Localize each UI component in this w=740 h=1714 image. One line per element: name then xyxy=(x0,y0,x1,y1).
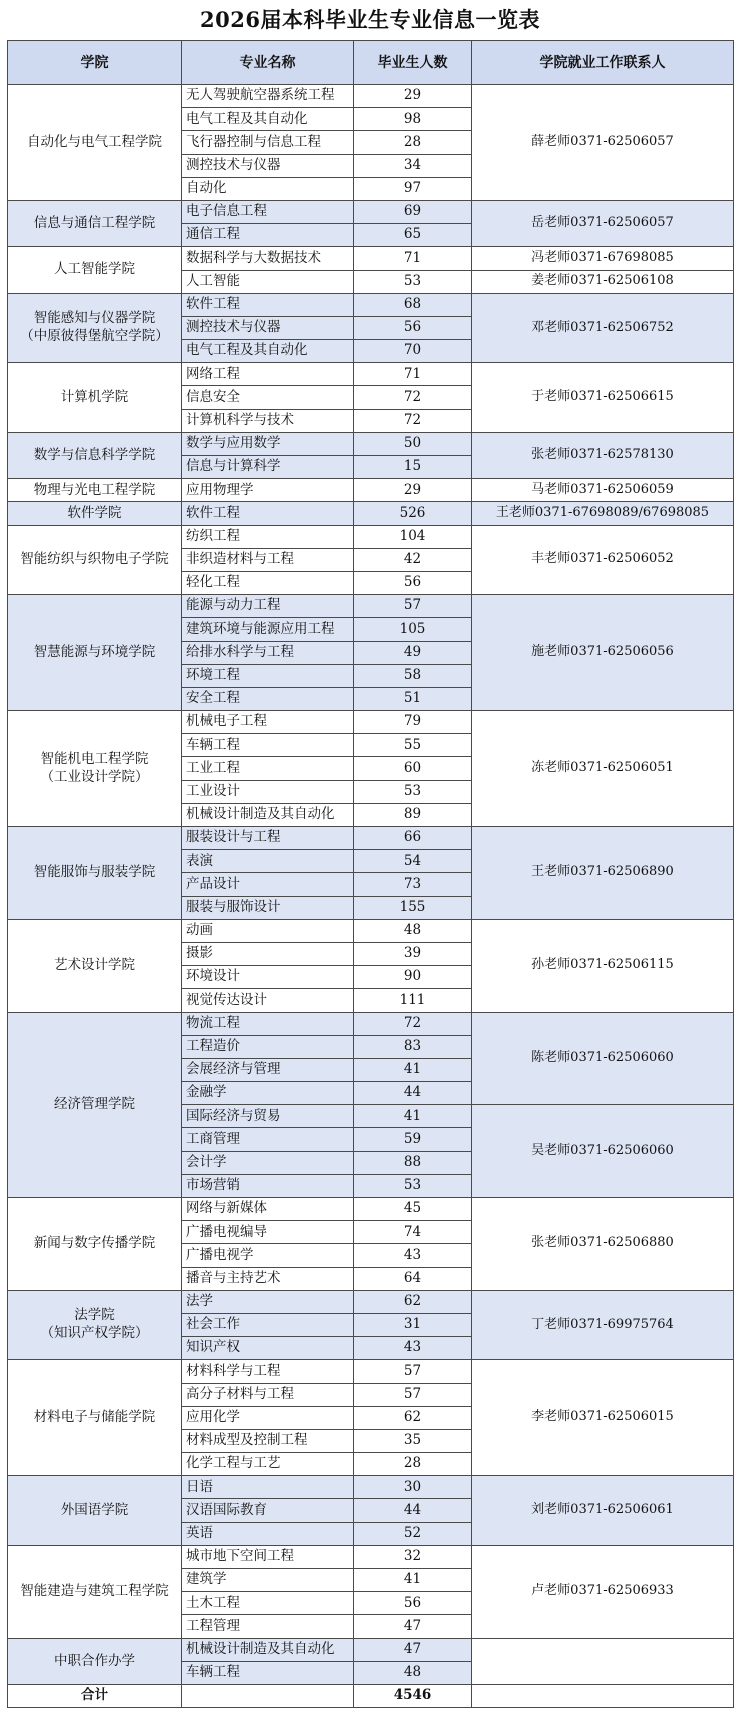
major-name-cell: 服装设计与工程 xyxy=(182,827,354,850)
major-name-cell: 环境工程 xyxy=(182,664,354,687)
graduate-count-cell: 45 xyxy=(354,1198,472,1221)
major-name-cell: 表演 xyxy=(182,850,354,873)
table-row xyxy=(8,1638,734,1661)
graduate-count-cell: 74 xyxy=(354,1221,472,1244)
major-name-cell: 数学与应用数学 xyxy=(182,432,354,455)
college-name-cell: 外国语学院 xyxy=(8,1476,182,1546)
graduate-count-cell: 54 xyxy=(354,850,472,873)
graduate-count-cell: 69 xyxy=(354,200,472,223)
header-major: 专业名称 xyxy=(182,41,354,85)
contact-cell: 于老师0371-62506615 xyxy=(472,363,734,433)
graduate-count-cell: 34 xyxy=(354,154,472,177)
contact-cell: 薛老师0371-62506057 xyxy=(472,85,734,201)
graduate-count-cell: 41 xyxy=(354,1569,472,1592)
contact-cell: 孙老师0371-62506115 xyxy=(472,919,734,1012)
graduate-count-cell: 53 xyxy=(354,270,472,293)
graduate-count-cell: 56 xyxy=(354,1592,472,1615)
graduate-count-cell: 111 xyxy=(354,989,472,1012)
major-name-cell: 车辆工程 xyxy=(182,734,354,757)
graduate-count-cell: 52 xyxy=(354,1522,472,1545)
major-name-cell: 给排水科学与工程 xyxy=(182,641,354,664)
graduate-count-cell: 70 xyxy=(354,340,472,363)
graduate-count-cell: 53 xyxy=(354,780,472,803)
graduate-count-cell: 56 xyxy=(354,571,472,594)
major-name-cell: 机械设计制造及其自动化 xyxy=(182,803,354,826)
major-name-cell: 工程造价 xyxy=(182,1035,354,1058)
table-row xyxy=(8,827,734,850)
major-name-cell: 工商管理 xyxy=(182,1128,354,1151)
graduate-count-cell: 47 xyxy=(354,1638,472,1661)
major-name-cell: 飞行器控制与信息工程 xyxy=(182,131,354,154)
graduate-count-cell: 59 xyxy=(354,1128,472,1151)
major-name-cell: 信息与计算科学 xyxy=(182,456,354,479)
major-name-cell: 机械设计制造及其自动化 xyxy=(182,1638,354,1661)
table-row xyxy=(8,525,734,548)
contact-cell: 张老师0371-62506880 xyxy=(472,1198,734,1291)
contact-cell: 丁老师0371-69975764 xyxy=(472,1290,734,1360)
graduate-count-cell: 83 xyxy=(354,1035,472,1058)
contact-cell: 冯老师0371-67698085 xyxy=(472,247,734,270)
graduate-count-cell: 98 xyxy=(354,108,472,131)
graduate-count-cell: 57 xyxy=(354,1360,472,1383)
major-name-cell: 产品设计 xyxy=(182,873,354,896)
major-name-cell: 汉语国际教育 xyxy=(182,1499,354,1522)
major-name-cell: 能源与动力工程 xyxy=(182,595,354,618)
graduate-count-cell: 62 xyxy=(354,1290,472,1313)
major-name-cell: 软件工程 xyxy=(182,293,354,316)
graduate-count-cell: 104 xyxy=(354,525,472,548)
graduate-count-cell: 55 xyxy=(354,734,472,757)
major-name-cell: 信息安全 xyxy=(182,386,354,409)
graduate-count-cell: 48 xyxy=(354,1661,472,1684)
college-name-cell: 信息与通信工程学院 xyxy=(8,200,182,246)
major-name-cell: 电气工程及其自动化 xyxy=(182,340,354,363)
graduate-count-cell: 72 xyxy=(354,1012,472,1035)
graduate-count-cell: 44 xyxy=(354,1082,472,1105)
major-name-cell: 人工智能 xyxy=(182,270,354,293)
graduate-count-cell: 29 xyxy=(354,479,472,502)
contact-cell: 岳老师0371-62506057 xyxy=(472,200,734,246)
major-name-cell: 会展经济与管理 xyxy=(182,1058,354,1081)
major-name-cell: 应用物理学 xyxy=(182,479,354,502)
graduate-count-cell: 68 xyxy=(354,293,472,316)
graduate-count-cell: 97 xyxy=(354,177,472,200)
college-name-cell: 人工智能学院 xyxy=(8,247,182,293)
graduate-count-cell: 105 xyxy=(354,618,472,641)
contact-cell: 吴老师0371-62506060 xyxy=(472,1105,734,1198)
graduate-count-cell: 66 xyxy=(354,827,472,850)
college-name-cell: 中职合作办学 xyxy=(8,1638,182,1684)
major-name-cell: 市场营销 xyxy=(182,1174,354,1197)
major-name-cell: 知识产权 xyxy=(182,1337,354,1360)
table-row xyxy=(8,85,734,108)
college-name-cell: 智能机电工程学院 （工业设计学院） xyxy=(8,711,182,827)
contact-cell: 卢老师0371-62506933 xyxy=(472,1545,734,1638)
college-name-cell: 材料电子与储能学院 xyxy=(8,1360,182,1476)
major-name-cell: 通信工程 xyxy=(182,224,354,247)
college-name-cell: 艺术设计学院 xyxy=(8,919,182,1012)
major-name-cell: 化学工程与工艺 xyxy=(182,1453,354,1476)
major-name-cell: 视觉传达设计 xyxy=(182,989,354,1012)
header-count: 毕业生人数 xyxy=(354,41,472,85)
graduate-count-cell: 73 xyxy=(354,873,472,896)
college-name-cell: 智能服饰与服装学院 xyxy=(8,827,182,920)
major-name-cell: 摄影 xyxy=(182,942,354,965)
major-name-cell: 广播电视编导 xyxy=(182,1221,354,1244)
graduate-count-cell: 50 xyxy=(354,432,472,455)
graduate-count-cell: 43 xyxy=(354,1244,472,1267)
graduate-count-cell: 28 xyxy=(354,1453,472,1476)
table-row xyxy=(8,1198,734,1221)
graduate-count-cell: 35 xyxy=(354,1429,472,1452)
contact-cell: 冻老师0371-62506051 xyxy=(472,711,734,827)
graduate-count-cell: 57 xyxy=(354,595,472,618)
graduate-count-cell: 53 xyxy=(354,1174,472,1197)
table-row xyxy=(8,595,734,618)
graduate-count-cell: 58 xyxy=(354,664,472,687)
table-row xyxy=(8,363,734,386)
major-name-cell: 动画 xyxy=(182,919,354,942)
graduate-count-cell: 56 xyxy=(354,316,472,339)
table-row xyxy=(8,1545,734,1568)
graduate-count-cell: 79 xyxy=(354,711,472,734)
table-row xyxy=(8,919,734,942)
major-name-cell: 工程管理 xyxy=(182,1615,354,1638)
contact-cell: 王老师0371-62506890 xyxy=(472,827,734,920)
table-header-row xyxy=(8,41,734,85)
contact-cell: 王老师0371-67698089/67698085 xyxy=(472,502,734,525)
major-name-cell: 环境设计 xyxy=(182,966,354,989)
graduate-count-cell: 48 xyxy=(354,919,472,942)
major-name-cell: 工业设计 xyxy=(182,780,354,803)
major-name-cell: 软件工程 xyxy=(182,502,354,525)
graduate-count-cell: 49 xyxy=(354,641,472,664)
graduate-count-cell: 155 xyxy=(354,896,472,919)
table-row xyxy=(8,502,734,525)
graduate-count-cell: 30 xyxy=(354,1476,472,1499)
table-row xyxy=(8,1360,734,1383)
graduate-count-cell: 72 xyxy=(354,386,472,409)
college-name-cell: 数学与信息科学学院 xyxy=(8,432,182,478)
major-name-cell: 计算机科学与技术 xyxy=(182,409,354,432)
college-name-cell: 法学院 （知识产权学院） xyxy=(8,1290,182,1360)
major-name-cell: 电子信息工程 xyxy=(182,200,354,223)
college-name-cell: 物理与光电工程学院 xyxy=(8,479,182,502)
contact-cell: 丰老师0371-62506052 xyxy=(472,525,734,595)
table-row xyxy=(8,200,734,223)
graduate-count-cell: 64 xyxy=(354,1267,472,1290)
graduate-count-cell: 72 xyxy=(354,409,472,432)
major-name-cell: 测控技术与仪器 xyxy=(182,316,354,339)
major-name-cell: 自动化 xyxy=(182,177,354,200)
total-row xyxy=(8,1685,734,1708)
graduate-count-cell: 71 xyxy=(354,247,472,270)
graduate-count-cell: 43 xyxy=(354,1337,472,1360)
table-row xyxy=(8,1290,734,1313)
table-row xyxy=(8,1476,734,1499)
major-name-cell: 土木工程 xyxy=(182,1592,354,1615)
major-name-cell: 轻化工程 xyxy=(182,571,354,594)
table-row xyxy=(8,479,734,502)
graduate-count-cell: 526 xyxy=(354,502,472,525)
major-name-cell: 国际经济与贸易 xyxy=(182,1105,354,1128)
major-name-cell: 安全工程 xyxy=(182,687,354,710)
college-name-cell: 智能感知与仪器学院 （中原彼得堡航空学院） xyxy=(8,293,182,363)
table-row xyxy=(8,293,734,316)
total-spacer xyxy=(182,1685,354,1708)
graduate-count-cell: 62 xyxy=(354,1406,472,1429)
major-name-cell: 建筑学 xyxy=(182,1569,354,1592)
table-row xyxy=(8,1012,734,1035)
graduate-count-cell: 44 xyxy=(354,1499,472,1522)
graduate-count-cell: 90 xyxy=(354,966,472,989)
total-spacer-right xyxy=(472,1685,734,1708)
header-contact: 学院就业工作联系人 xyxy=(472,41,734,85)
contact-cell: 马老师0371-62506059 xyxy=(472,479,734,502)
graduate-count-cell: 57 xyxy=(354,1383,472,1406)
header-college: 学院 xyxy=(8,41,182,85)
major-name-cell: 播音与主持艺术 xyxy=(182,1267,354,1290)
table-body xyxy=(8,85,734,1685)
contact-cell: 邓老师0371-62506752 xyxy=(472,293,734,363)
major-name-cell: 车辆工程 xyxy=(182,1661,354,1684)
graduate-count-cell: 88 xyxy=(354,1151,472,1174)
graduate-count-cell: 31 xyxy=(354,1313,472,1336)
major-name-cell: 城市地下空间工程 xyxy=(182,1545,354,1568)
graduate-count-cell: 29 xyxy=(354,85,472,108)
college-name-cell: 自动化与电气工程学院 xyxy=(8,85,182,201)
major-name-cell: 英语 xyxy=(182,1522,354,1545)
graduate-majors-table xyxy=(7,40,734,1708)
college-name-cell: 智能纺织与织物电子学院 xyxy=(8,525,182,595)
contact-cell xyxy=(472,1638,734,1684)
major-name-cell: 网络工程 xyxy=(182,363,354,386)
major-name-cell: 服装与服饰设计 xyxy=(182,896,354,919)
major-name-cell: 无人驾驶航空器系统工程 xyxy=(182,85,354,108)
graduate-count-cell: 39 xyxy=(354,942,472,965)
graduate-count-cell: 71 xyxy=(354,363,472,386)
graduate-count-cell: 89 xyxy=(354,803,472,826)
major-name-cell: 非织造材料与工程 xyxy=(182,548,354,571)
major-name-cell: 广播电视学 xyxy=(182,1244,354,1267)
major-name-cell: 材料成型及控制工程 xyxy=(182,1429,354,1452)
major-name-cell: 建筑环境与能源应用工程 xyxy=(182,618,354,641)
graduate-count-cell: 47 xyxy=(354,1615,472,1638)
graduate-count-cell: 15 xyxy=(354,456,472,479)
contact-cell: 张老师0371-62578130 xyxy=(472,432,734,478)
major-name-cell: 电气工程及其自动化 xyxy=(182,108,354,131)
major-name-cell: 应用化学 xyxy=(182,1406,354,1429)
graduate-count-cell: 51 xyxy=(354,687,472,710)
major-name-cell: 高分子材料与工程 xyxy=(182,1383,354,1406)
contact-cell: 姜老师0371-62506108 xyxy=(472,270,734,293)
graduate-count-cell: 42 xyxy=(354,548,472,571)
college-name-cell: 软件学院 xyxy=(8,502,182,525)
major-name-cell: 材料科学与工程 xyxy=(182,1360,354,1383)
major-name-cell: 物流工程 xyxy=(182,1012,354,1035)
major-name-cell: 法学 xyxy=(182,1290,354,1313)
college-name-cell: 经济管理学院 xyxy=(8,1012,182,1198)
graduate-count-cell: 32 xyxy=(354,1545,472,1568)
major-name-cell: 工业工程 xyxy=(182,757,354,780)
major-name-cell: 纺织工程 xyxy=(182,525,354,548)
contact-cell: 陈老师0371-62506060 xyxy=(472,1012,734,1105)
table-row xyxy=(8,247,734,270)
graduate-count-cell: 65 xyxy=(354,224,472,247)
contact-cell: 李老师0371-62506015 xyxy=(472,1360,734,1476)
contact-cell: 刘老师0371-62506061 xyxy=(472,1476,734,1546)
major-name-cell: 测控技术与仪器 xyxy=(182,154,354,177)
graduate-count-cell: 41 xyxy=(354,1058,472,1081)
major-name-cell: 会计学 xyxy=(182,1151,354,1174)
total-value: 4546 xyxy=(354,1685,472,1708)
major-name-cell: 网络与新媒体 xyxy=(182,1198,354,1221)
major-name-cell: 数据科学与大数据技术 xyxy=(182,247,354,270)
graduate-count-cell: 28 xyxy=(354,131,472,154)
total-label: 合计 xyxy=(8,1685,182,1708)
table-row xyxy=(8,432,734,455)
college-name-cell: 智能建造与建筑工程学院 xyxy=(8,1545,182,1638)
major-name-cell: 社会工作 xyxy=(182,1313,354,1336)
major-name-cell: 机械电子工程 xyxy=(182,711,354,734)
college-name-cell: 新闻与数字传播学院 xyxy=(8,1198,182,1291)
table-row xyxy=(8,711,734,734)
page-title: 2026届本科毕业生专业信息一览表 xyxy=(200,7,540,32)
graduate-count-cell: 41 xyxy=(354,1105,472,1128)
major-name-cell: 日语 xyxy=(182,1476,354,1499)
contact-cell: 施老师0371-62506056 xyxy=(472,595,734,711)
graduate-count-cell: 60 xyxy=(354,757,472,780)
college-name-cell: 计算机学院 xyxy=(8,363,182,433)
major-name-cell: 金融学 xyxy=(182,1082,354,1105)
college-name-cell: 智慧能源与环境学院 xyxy=(8,595,182,711)
